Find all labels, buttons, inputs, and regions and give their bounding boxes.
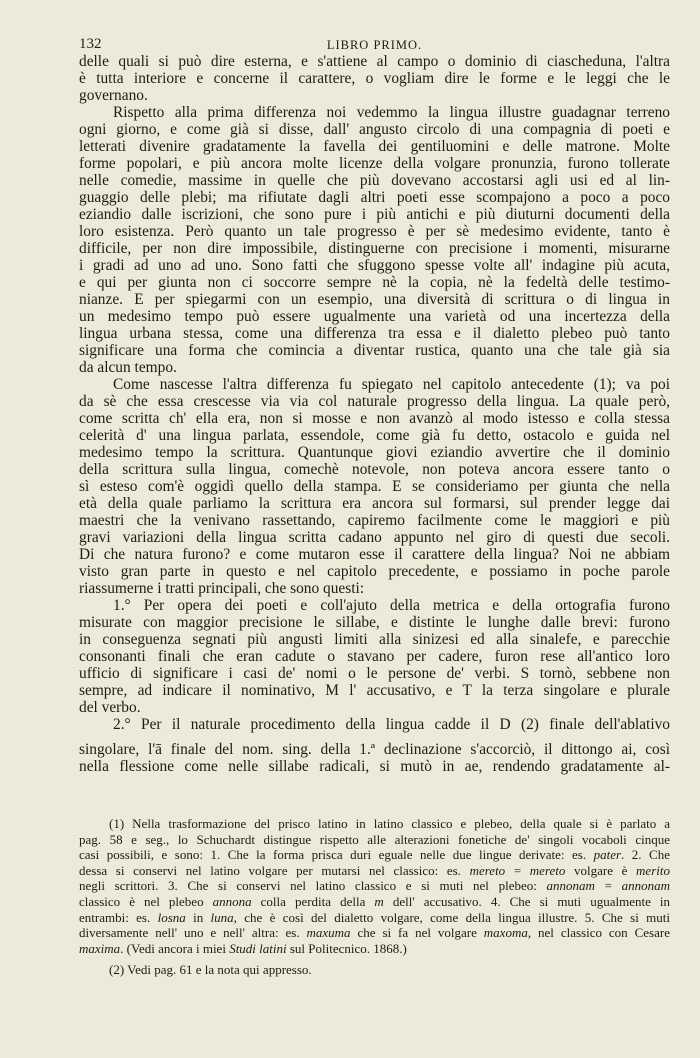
italic-term: pater bbox=[593, 847, 622, 863]
main-text bbox=[79, 53, 670, 775]
footnote-text: = bbox=[505, 862, 530, 878]
italic-term: maxima bbox=[79, 940, 121, 956]
text-line: governano. bbox=[79, 87, 148, 104]
text-line: età della quale parliamo la scrittura era ancora sul formarsi, sul prender legge dai bbox=[79, 495, 670, 512]
text-line: sempre, ad indicare il nominativo, M l' accusativo, e T la terza singolare e plurale bbox=[79, 682, 670, 699]
footnote-line bbox=[79, 816, 670, 832]
text-line: 2.° Per il naturale procedimento della lingua cadde il D (2) finale dell'ablativo bbox=[113, 716, 670, 733]
text-line: nianze. E per spiegarmi con un esempio, una diversità di scrittura o di lingua in bbox=[79, 291, 670, 308]
footnote-text: . (Vedi ancora i miei bbox=[120, 940, 230, 956]
footnotes bbox=[79, 816, 670, 978]
italic-term: luna bbox=[210, 909, 234, 925]
footnote-line bbox=[79, 910, 670, 926]
text-line: significare una forma che comincia a diventar rustica, quanto una che tale già sia bbox=[79, 342, 670, 359]
footnote-text: entrambi: es. bbox=[79, 909, 158, 925]
text-line: maestri che la venivano rassettando, capiremo facilmente come le maggiori e più bbox=[79, 512, 670, 529]
text-line: ogni giorno, e come già si disse, dall' angusto circolo di una compagnia di poeti e bbox=[79, 121, 670, 138]
text-line: nella flessione come nelle sillabe radicali, si mutò in ae, rendendo gradatamente al- bbox=[79, 758, 670, 775]
footnote-text: . 2. Che bbox=[621, 847, 670, 863]
text-line: consonanti finali che eran cadute o stavano per cadere, furon rese all'antico loro bbox=[79, 648, 670, 665]
text-line: lingua urbana stessa, come una differenza tra essa e il dialetto plebeo può tanto bbox=[79, 325, 670, 342]
italic-term: annonam bbox=[546, 878, 595, 894]
footnote-line bbox=[79, 925, 670, 941]
text-line: misurate con maggior precisione le sillabe, e distinte le lunghe dalle brevi: furono bbox=[79, 614, 670, 631]
text-line: sì esteso com'è oggidì quello della stampa. E se consideriamo per giunta che nella bbox=[79, 478, 670, 495]
text-line: celerità d' una lingua parlata, essendole, come già fu detto, ostacolo e guida nel bbox=[79, 427, 670, 444]
text-line: del verbo. bbox=[79, 699, 141, 716]
page-number: 132 bbox=[79, 36, 102, 52]
text-line: Di che natura furono? e come mutaron esse il carattere della lingua? Noi ne abbiam bbox=[79, 546, 670, 563]
text-line: da sè che essa crescesse via via col naturale progresso della lingua. La quale però, bbox=[79, 393, 670, 410]
footnote-line bbox=[79, 847, 670, 863]
italic-term: Studi latini bbox=[229, 940, 287, 956]
footnote-text: = bbox=[594, 878, 622, 894]
text-line: ufficio di significare i casi de' nomi o le persone de' verbi. S tornò, sebbene non bbox=[79, 665, 670, 682]
text-line: medesimo tempo la scrittura. Quantunque giovi eziandio avvertire che il dominio bbox=[79, 444, 670, 461]
italic-term: maxuma bbox=[306, 925, 351, 941]
text-line: eziandio dalle iscrizioni, che sono pure i più antichi e più diuturni documenti della bbox=[79, 206, 670, 223]
footnote-line bbox=[79, 878, 670, 894]
footnote-text: , nel classico con Cesare bbox=[527, 925, 670, 941]
footnote-text: (1) Nella trasformazione del prisco latino in latino classico e plebeo, della quale si è parlato a bbox=[109, 816, 670, 831]
text-line: visto gran parte in questo e nel capitolo precedente, e possiamo in poche parole bbox=[79, 563, 670, 580]
footnote-text: sul Politecnico. 1868.) bbox=[286, 940, 407, 956]
text-line: difficile, per non dire impossibile, distinguerne con precisione i momenti, misurarne bbox=[79, 240, 670, 257]
footnote-text: classico è nel plebeo bbox=[79, 893, 213, 909]
text-line: loro esistenza. Però quanto un tale progresso è per sè medesimo evidente, tanto è bbox=[79, 223, 670, 240]
footnote-text: colla perdita della bbox=[251, 893, 375, 909]
footnote-text: negli scrittori. 3. Che si conservi nel latino classico e si muti nel plebeo: bbox=[79, 878, 547, 894]
text-line: forme popolari, e più ancora molte licenze della volgare pronunzia, furono tollerate bbox=[79, 155, 670, 172]
footnote-text: in bbox=[185, 909, 211, 925]
footnote-text: diversamente nell' uno e nell' altra: es. bbox=[79, 925, 307, 941]
footnote-text: che si fa nel volgare bbox=[350, 925, 484, 941]
footnote-line bbox=[79, 962, 670, 978]
text-line: guaggio delle plebi; ma rifiutate dagli altri poeti esse scompajono a poco a poco bbox=[79, 189, 670, 206]
text-line: Rispetto alla prima differenza noi vedemmo la lingua illustre guadagnar terreno bbox=[113, 104, 670, 121]
footnote-text: casi possibili, e sono: 1. Che la forma prisca duri eguale nelle due lingue derivate: es. bbox=[79, 847, 594, 863]
footnote-line bbox=[79, 894, 670, 910]
text-line: è tutta interiore e concerne il carattere, o vogliam dire le forme e le leggi che le bbox=[79, 70, 670, 87]
footnote-line bbox=[79, 863, 670, 879]
footnote-line bbox=[79, 941, 670, 957]
text-line: della scrittura sulla lingua, comechè notevole, non poteva ancora essere tanto o bbox=[79, 461, 670, 478]
text-line: 1.° Per opera dei poeti e coll'ajuto della metrica e della ortografia furono bbox=[113, 597, 670, 614]
text-line: i gradi ad uno ad uno. Sono fatti che sfuggono spesse volte all' indagine più acuta, bbox=[79, 257, 670, 274]
footnote-text: dessa si conservi nel latino volgare per mutarsi nel classico: es. bbox=[79, 862, 470, 878]
footnote-text: , che è così del dialetto volgare, come della lingua illustre. 5. Che si muti bbox=[233, 909, 670, 925]
italic-term: annonam bbox=[621, 878, 670, 894]
italic-term: merito bbox=[636, 862, 670, 878]
page-header bbox=[79, 36, 670, 54]
footnote-text: (2) Vedi pag. 61 e la nota qui appresso. bbox=[109, 962, 312, 978]
text-line: riassumerne i tratti principali, che sono questi: bbox=[79, 580, 365, 597]
text-line: come scritta ch' ella era, non si mosse e non avanzò al modo istesso e colla stessa bbox=[79, 410, 670, 427]
running-title: LIBRO PRIMO. bbox=[326, 38, 423, 52]
text-line: letterati divenire gradatamente la favella dei gentiluomini e delle matrone. Molte bbox=[79, 138, 670, 155]
text-line: Come nascesse l'altra differenza fu spiegato nel capitolo antecedente (1); va poi bbox=[113, 376, 670, 393]
text-line: un medesimo tempo può essere ugualmente una varietà od una incertezza della bbox=[79, 308, 670, 325]
italic-term: mereto bbox=[529, 862, 566, 878]
text-line: singolare, l'ā finale del nom. sing. della 1.ª declinazione s'accorciò, il dittongo ai, così bbox=[79, 741, 670, 758]
text-line: da alcun tempo. bbox=[79, 359, 177, 376]
italic-term: m bbox=[374, 893, 384, 909]
text-line: gravi variazioni della lingua scritta cadano appunto nel giro di questi due secoli. bbox=[79, 529, 670, 546]
footnote-text: pag. 58 e seg., lo Schuchardt distingue rispetto alle alterazioni fonetiche de' singoli vocaboli cinque bbox=[79, 831, 670, 847]
italic-term: maxoma bbox=[483, 925, 528, 941]
text-line: in conseguenza segnati più angusti limiti alla sinizesi ed alla sinalefe, e parecchie bbox=[79, 631, 670, 648]
footnote-text: volgare è bbox=[565, 862, 637, 878]
footnote-text: dell' accusativo. 4. Che si muti ugualmente in bbox=[383, 893, 670, 909]
italic-term: losna bbox=[157, 909, 186, 925]
text-line: e qui per giunta non ci soccorre sempre nè la copia, nè la fedeltà delle testimo- bbox=[79, 274, 670, 291]
footnote-line bbox=[79, 832, 670, 848]
text-line: delle quali si può dire esterna, e s'attiene al campo o dominio di ciascheduna, l'altra bbox=[79, 53, 670, 70]
italic-term: mereto bbox=[469, 862, 506, 878]
text-line: nelle comedie, massime in quelle che più dovevano accostarsi agli usi ed al lin- bbox=[79, 172, 670, 189]
italic-term: annona bbox=[212, 893, 252, 909]
